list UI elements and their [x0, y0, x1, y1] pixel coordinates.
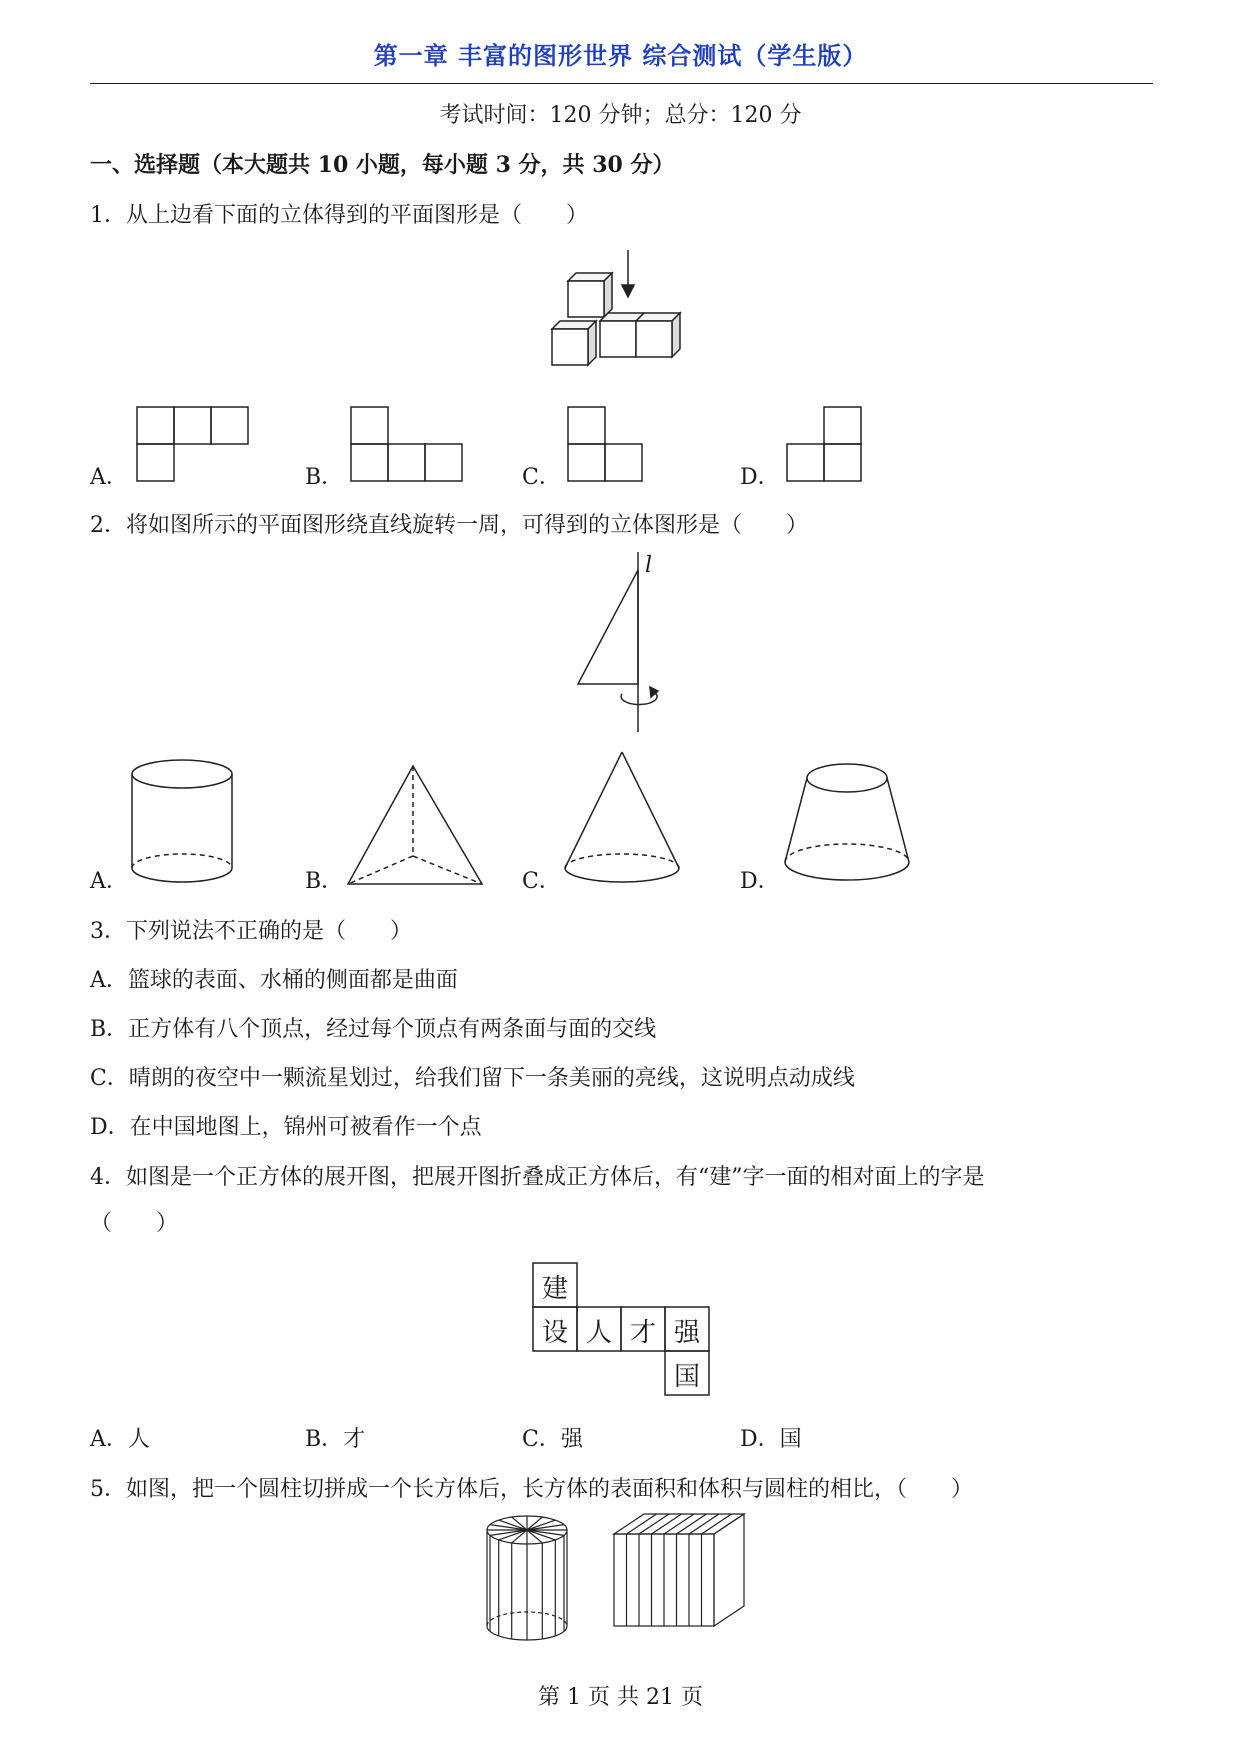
q3-option-c: C．晴朗的夜空中一颗流星划过，给我们留下一条美丽的亮线，这说明点动成线: [90, 1066, 855, 1091]
q4-option-b: B．才: [305, 1427, 366, 1452]
exam-meta: 考试时间：120 分钟；总分：120 分: [439, 103, 802, 128]
net-cell-qiang: 强: [674, 1318, 701, 1348]
q4-option-d: D．国: [740, 1427, 802, 1452]
net-cell-jian: 建: [542, 1274, 569, 1304]
question-2-stem: 2．将如图所示的平面图形绕直线旋转一周，可得到的立体图形是（ ）: [90, 513, 808, 538]
q2-option-b-pyramid: [345, 762, 485, 888]
q2-option-c: C．: [522, 869, 561, 894]
header-divider: [90, 83, 1153, 84]
q1-option-d-figure: [786, 406, 864, 482]
q1-option-a: A．: [90, 465, 128, 490]
question-3-stem: 3．下列说法不正确的是（ ）: [90, 919, 412, 944]
question-4-stem-cont: （ ）: [90, 1211, 179, 1236]
q1-option-b-figure: [350, 406, 464, 482]
document-title: 第一章 丰富的图形世界 综合测试（学生版）: [373, 42, 868, 70]
net-cell-she: 设: [542, 1318, 569, 1348]
q1-option-c-figure: [567, 406, 645, 482]
q3-option-b: B．正方体有八个顶点，经过每个顶点有两条面与面的交线: [90, 1017, 657, 1042]
q5-sliced-cylinder: [484, 1512, 574, 1642]
q2-rotation-figure: [570, 550, 670, 735]
net-cell-cai: 才: [630, 1318, 657, 1348]
q3-option-d: D．在中国地图上，锦州可被看作一个点: [90, 1115, 482, 1140]
question-5-stem: 5．如图，把一个圆柱切拼成一个长方体后，长方体的表面积和体积与圆柱的相比，（ ）: [90, 1477, 974, 1502]
q3-option-a: A．篮球的表面、水桶的侧面都是曲面: [90, 968, 458, 993]
net-cell-guo: 国: [674, 1362, 701, 1392]
page-number: 第 1 页 共 21 页: [538, 1685, 703, 1710]
q2-option-a-cylinder: [130, 758, 234, 888]
question-4-stem: 4．如图是一个正方体的展开图，把展开图折叠成正方体后，有“建”字一面的相对面上的字是: [90, 1165, 985, 1190]
q1-option-c: C．: [522, 465, 561, 490]
q5-rearranged-cuboid: [612, 1512, 762, 1632]
q2-option-a: A．: [90, 869, 128, 894]
net-cell-ren: 人: [586, 1318, 613, 1348]
q4-option-a: A．人: [90, 1427, 150, 1452]
q1-option-b: B．: [305, 465, 344, 490]
q2-option-b: B．: [305, 869, 344, 894]
question-1-stem: 1．从上边看下面的立体得到的平面图形是（ ）: [90, 203, 588, 228]
q1-option-d: D．: [740, 465, 780, 490]
q2-option-d-frustum: [782, 760, 912, 886]
q1-solid-figure: [540, 245, 700, 385]
section-title: 一、选择题（本大题共 10 小题，每小题 3 分，共 30 分）: [90, 152, 675, 178]
axis-label: l: [645, 553, 653, 578]
q1-option-a-figure: [136, 406, 248, 482]
q4-option-c: C．强: [522, 1427, 583, 1452]
q2-option-c-cone: [562, 750, 682, 884]
q2-option-d: D．: [740, 869, 780, 894]
